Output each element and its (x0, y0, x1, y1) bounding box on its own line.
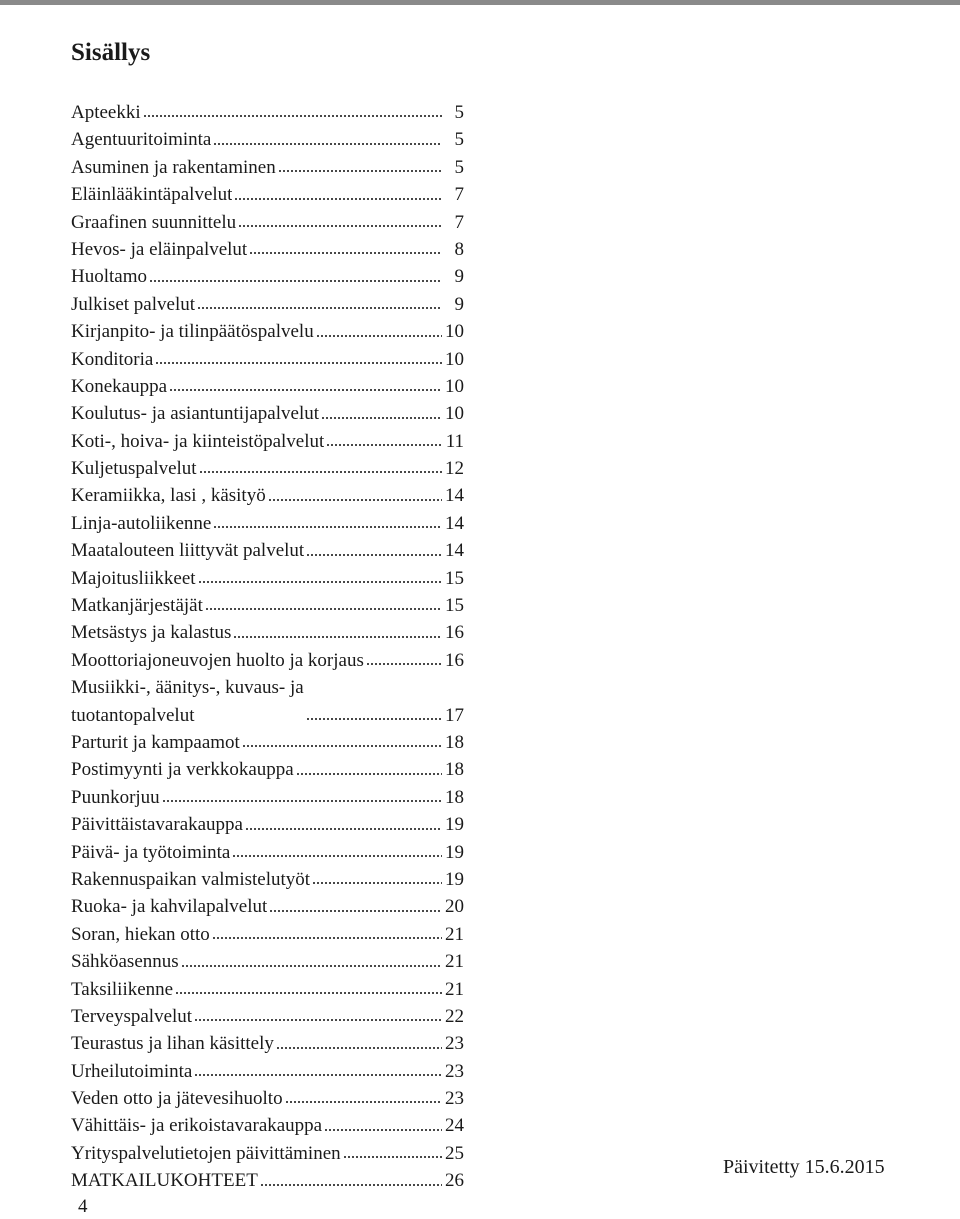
toc-entry-page: 24 (445, 1115, 464, 1137)
toc-entry-title: Moottoriajoneuvojen huolto ja korjaus (71, 649, 364, 671)
toc-entry[interactable] (71, 948, 464, 975)
toc-entry[interactable] (71, 99, 464, 126)
toc-entry-title: Majoitusliikkeet (71, 567, 196, 589)
dot-leader (312, 880, 442, 886)
toc-entry[interactable] (71, 592, 464, 619)
toc-entry-page: 21 (445, 923, 464, 945)
toc-entry[interactable] (71, 1167, 464, 1194)
toc-entry-page: 11 (445, 430, 464, 452)
toc-entry[interactable] (71, 126, 464, 153)
toc-entry[interactable] (71, 729, 464, 756)
toc-entry[interactable] (71, 1085, 464, 1112)
dot-leader (326, 442, 442, 448)
toc-entry-title: Konekauppa (71, 375, 168, 397)
toc-entry-title: Asuminen ja rakentaminen (71, 156, 276, 178)
toc-entry-title: Ruoka- ja kahvilapalvelut (71, 896, 268, 918)
dot-leader (285, 1099, 442, 1105)
toc-entry[interactable] (71, 839, 464, 866)
toc-entry-title: Graafinen suunnittelu (71, 211, 237, 233)
table-of-contents (71, 99, 464, 1195)
toc-entry-page: 10 (445, 403, 464, 425)
dot-leader (197, 305, 442, 311)
toc-entry-title: Rakennuspaikan valmistelutyöt (71, 868, 311, 890)
toc-entry-title: Koti-, hoiva- ja kiinteistöpalvelut (71, 430, 325, 452)
toc-entry[interactable] (71, 756, 464, 783)
toc-entry-title: Päivä- ja työtoiminta (71, 841, 231, 863)
toc-entry-title: Postimyynti ja verkkokauppa (71, 759, 294, 781)
toc-entry-title: Keramiikka, lasi , käsityö (71, 485, 266, 507)
toc-entry-page: 19 (445, 814, 464, 836)
dot-leader (181, 963, 442, 969)
toc-entry-page: 25 (445, 1142, 464, 1164)
toc-entry[interactable] (71, 537, 464, 564)
toc-entry[interactable] (71, 811, 464, 838)
dot-leader (155, 360, 442, 366)
toc-entry[interactable] (71, 400, 464, 427)
dot-leader (149, 278, 442, 284)
toc-entry-page: 7 (454, 211, 464, 233)
toc-entry-page: 14 (445, 540, 464, 562)
page-title: Sisällys (71, 39, 151, 66)
toc-entry-page: 16 (445, 622, 464, 644)
toc-entry[interactable] (71, 1003, 464, 1030)
toc-entry-page: 14 (445, 485, 464, 507)
toc-entry-page: 12 (445, 458, 464, 480)
toc-entry-page: 23 (445, 1033, 464, 1055)
toc-entry-page: 18 (445, 759, 464, 781)
toc-entry-page: 26 (445, 1170, 464, 1192)
toc-entry-title: Agentuuritoiminta (71, 129, 212, 151)
toc-entry-title: Taksiliikenne (71, 978, 174, 1000)
dot-leader (238, 223, 442, 229)
dot-leader (366, 661, 442, 667)
toc-entry-title: Kuljetuspalvelut (71, 458, 197, 480)
toc-entry[interactable] (71, 291, 464, 318)
dot-leader (205, 606, 442, 612)
dot-leader (198, 579, 442, 585)
dot-leader (276, 1045, 442, 1051)
toc-entry[interactable] (71, 1140, 464, 1167)
dot-leader (306, 716, 442, 722)
dot-leader (234, 196, 442, 202)
dot-leader (268, 497, 442, 503)
toc-entry-page: 23 (445, 1060, 464, 1082)
toc-entry-title: Metsästys ja kalastus (71, 622, 232, 644)
toc-entry-title: Apteekki (71, 102, 141, 123)
toc-entry-title: Soran, hiekan otto (71, 923, 210, 945)
toc-entry-page: 9 (454, 266, 464, 288)
toc-entry-page: 17 (445, 704, 464, 726)
dot-leader (212, 935, 442, 941)
toc-entry[interactable] (71, 373, 464, 400)
toc-entry-page: 21 (445, 951, 464, 973)
toc-entry[interactable] (71, 1058, 464, 1085)
toc-entry[interactable] (71, 318, 464, 345)
toc-entry-title: Hevos- ja eläinpalvelut (71, 238, 248, 260)
toc-entry-title: Koulutus- ja asiantuntijapalvelut (71, 403, 320, 425)
toc-entry[interactable] (71, 209, 464, 236)
toc-entry-title: Matkanjärjestäjät (71, 595, 203, 617)
page-number: 4 (78, 1196, 88, 1217)
dot-leader (278, 168, 442, 174)
toc-entry-page: 7 (454, 184, 464, 206)
dot-leader (175, 990, 442, 996)
toc-entry-title: Teurastus ja lihan käsittely (71, 1033, 274, 1055)
dot-leader (306, 552, 442, 558)
toc-entry-page: 19 (445, 841, 464, 863)
toc-entry-page: 10 (445, 375, 464, 397)
toc-entry-page: 18 (445, 786, 464, 808)
toc-entry-title: Urheilutoiminta (71, 1060, 193, 1082)
toc-entry-title: Musiikki-, äänitys-, kuvaus- ja tuotantopalvelut (71, 677, 304, 726)
dot-leader (169, 387, 442, 393)
updated-note: Päivitetty 15.6.2015 (723, 1156, 885, 1178)
toc-entry[interactable] (71, 674, 464, 729)
dot-leader (233, 634, 442, 640)
dot-leader (194, 1072, 442, 1078)
dot-leader (324, 1127, 442, 1133)
dot-leader (213, 524, 442, 530)
toc-entry-page: 5 (454, 129, 464, 151)
top-rule (0, 0, 960, 5)
dot-leader (232, 853, 442, 859)
toc-entry-page: 20 (445, 896, 464, 918)
toc-entry[interactable] (71, 1112, 464, 1139)
toc-entry-title: Konditoria (71, 348, 154, 370)
dot-leader (162, 798, 442, 804)
toc-entry[interactable] (71, 619, 464, 646)
dot-leader (213, 141, 442, 147)
toc-entry-page: 15 (445, 595, 464, 617)
dot-leader (269, 908, 442, 914)
toc-entry[interactable] (71, 921, 464, 948)
dot-leader (143, 113, 442, 119)
toc-entry-page: 22 (445, 1005, 464, 1027)
toc-entry-page: 5 (454, 102, 464, 123)
toc-entry[interactable] (71, 263, 464, 290)
toc-entry-page: 10 (445, 348, 464, 370)
toc-entry-page: 19 (445, 868, 464, 890)
toc-entry-title: Eläinlääkintäpalvelut (71, 184, 233, 206)
dot-leader (194, 1017, 442, 1023)
dot-leader (296, 771, 442, 777)
dot-leader (343, 1154, 442, 1160)
toc-entry-page: 8 (454, 238, 464, 260)
dot-leader (316, 333, 442, 339)
toc-entry[interactable] (71, 482, 464, 509)
toc-entry[interactable] (71, 236, 464, 263)
toc-entry-title: Vähittäis- ja erikoistavarakauppa (71, 1115, 323, 1137)
toc-entry-page: 23 (445, 1088, 464, 1110)
toc-entry[interactable] (71, 181, 464, 208)
toc-entry[interactable] (71, 784, 464, 811)
toc-entry-title: Linja-autoliikenne (71, 512, 212, 534)
toc-entry-title: Veden otto ja jätevesihuolto (71, 1088, 283, 1110)
toc-entry-page: 15 (445, 567, 464, 589)
toc-entry[interactable] (71, 428, 464, 455)
toc-entry-page: 21 (445, 978, 464, 1000)
toc-entry[interactable] (71, 154, 464, 181)
toc-entry-page: 9 (454, 293, 464, 315)
toc-entry-page: 16 (445, 649, 464, 671)
dot-leader (321, 415, 442, 421)
toc-entry-title: Maatalouteen liittyvät palvelut (71, 540, 305, 562)
toc-entry[interactable] (71, 866, 464, 893)
toc-entry-page: 5 (454, 156, 464, 178)
toc-entry-title: Sähköasennus (71, 951, 179, 973)
toc-entry-title: Julkiset palvelut (71, 293, 196, 315)
toc-entry[interactable] (71, 647, 464, 674)
toc-entry[interactable] (71, 976, 464, 1003)
dot-leader (245, 826, 442, 832)
toc-entry[interactable] (71, 893, 464, 920)
toc-entry-page: 18 (445, 732, 464, 753)
toc-entry-title: Terveyspalvelut (71, 1005, 193, 1027)
toc-entry[interactable] (71, 1030, 464, 1057)
toc-entry-title: Huoltamo (71, 266, 147, 288)
toc-entry-title: Parturit ja kampaamot (71, 732, 240, 753)
toc-entry[interactable] (71, 565, 464, 592)
dot-leader (242, 743, 442, 749)
dot-leader (199, 469, 442, 475)
toc-entry-page: 10 (445, 321, 464, 343)
toc-entry-title: Puunkorjuu (71, 786, 160, 808)
toc-entry[interactable] (71, 510, 464, 537)
dot-leader (249, 250, 442, 256)
toc-entry-page: 14 (445, 512, 464, 534)
dot-leader (260, 1182, 442, 1188)
toc-entry-title: Kirjanpito- ja tilinpäätöspalvelu (71, 321, 314, 343)
toc-entry[interactable] (71, 346, 464, 373)
toc-entry-title: Yrityspalvelutietojen päivittäminen (71, 1142, 341, 1164)
toc-entry-title: MATKAILUKOHTEET (71, 1170, 258, 1192)
toc-entry-title: Päivittäistavarakauppa (71, 814, 243, 836)
toc-entry[interactable] (71, 455, 464, 482)
